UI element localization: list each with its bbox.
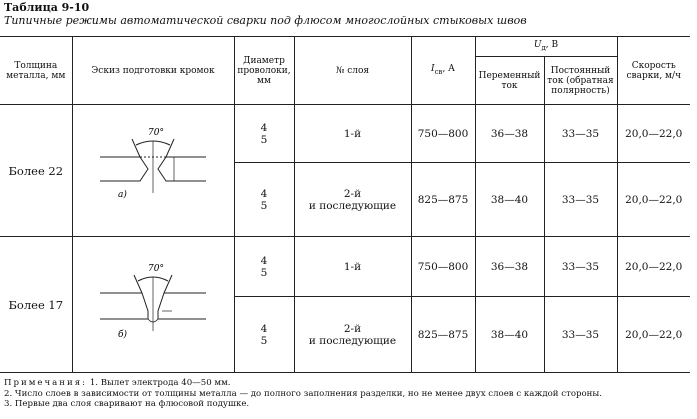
voltage-symbol: U: [533, 40, 542, 51]
ac-voltage-cell: 38—40: [475, 297, 544, 373]
note-item: 1. Вылет электрода 40—50 мм.: [89, 378, 231, 388]
dc-voltage-cell: 33—35: [544, 163, 617, 237]
table-number: Таблица 9-10: [4, 1, 90, 14]
sketch-angle-label: 70°: [148, 264, 164, 274]
current-symbol: I: [431, 64, 435, 75]
table-caption: [4, 1, 527, 27]
diameter-value: 4: [260, 187, 268, 200]
speed-cell: 20,0—22,0: [617, 163, 690, 237]
ac-voltage-cell: 36—38: [475, 237, 544, 297]
diameter-cell: [234, 105, 294, 163]
current-cell: 750—800: [411, 237, 475, 297]
table-notes: [4, 378, 602, 410]
sketch-variant-label: а): [118, 190, 127, 200]
note-item: 3. Первые два слоя сваривают на флюсовой подушке.: [4, 399, 250, 409]
dc-voltage-cell: 33—35: [544, 237, 617, 297]
header-row-1: [0, 37, 690, 57]
header-layer-text: № слоя: [335, 65, 370, 76]
current-cell: 825—875: [411, 163, 475, 237]
note-line: [4, 378, 602, 389]
diameter-value: 5: [260, 266, 268, 279]
speed-cell: 20,0—22,0: [617, 105, 690, 163]
notes-label: Примечания:: [4, 378, 88, 388]
edge-sketch-v-groove: [88, 253, 218, 353]
diameter-value: 5: [260, 199, 268, 212]
sketch-cell: [72, 105, 234, 237]
speed-cell: 20,0—22,0: [617, 237, 690, 297]
header-current: [411, 37, 475, 105]
layer-cell: [294, 297, 411, 373]
edge-sketch-x-groove: [88, 119, 218, 219]
layer-cell: [294, 163, 411, 237]
diameter-value: 4: [260, 121, 268, 134]
header-voltage: [475, 37, 617, 57]
layer-value: 1-й: [343, 260, 362, 273]
diameter-value: 5: [260, 133, 268, 146]
ac-voltage-cell: 38—40: [475, 163, 544, 237]
diameter-value: 5: [260, 334, 268, 347]
table-title: Типичные режимы автоматической сварки под флюсом многослойных стыковых швов: [4, 14, 527, 27]
current-unit: , А: [442, 64, 455, 75]
layer-cell: [294, 237, 411, 297]
thickness-cell: Более 22: [0, 105, 72, 237]
dc-voltage-cell: 33—35: [544, 105, 617, 163]
layer-value: 2-й: [343, 322, 362, 335]
diameter-cell: [234, 297, 294, 373]
voltage-subscript: д: [541, 43, 546, 52]
thickness-cell: Более 17: [0, 237, 72, 373]
current-cell: 750—800: [411, 105, 475, 163]
diameter-value: 4: [260, 254, 268, 267]
speed-cell: 20,0—22,0: [617, 297, 690, 373]
note-item: 2. Число слоев в зависимости от толщины металла — до полного заполнения разделки, но не менее двух слоев с каждой стороны.: [4, 388, 602, 399]
layer-value: 1-й: [343, 127, 362, 140]
table-row: [0, 237, 690, 297]
sketch-variant-label: б): [118, 330, 128, 340]
header-direct: Постоянный ток (обратная полярность): [544, 57, 617, 105]
voltage-unit: , В: [545, 40, 559, 51]
diameter-cell: [234, 237, 294, 297]
header-alternating: Переменный ток: [475, 57, 544, 105]
current-subscript: св: [434, 67, 443, 76]
header-thickness: Толщина металла, мм: [0, 37, 72, 105]
layer-cell: [294, 105, 411, 163]
header-speed: Скорость сварки, м/ч: [617, 37, 690, 105]
welding-modes-table: [0, 36, 690, 373]
layer-value: и последующие: [308, 334, 397, 347]
layer-value: и последующие: [308, 199, 397, 212]
diameter-value: 4: [260, 322, 268, 335]
ac-voltage-cell: 36—38: [475, 105, 544, 163]
header-diameter: Диаметр проволоки, мм: [234, 37, 294, 105]
header-sketch: Эскиз подготовки кромок: [72, 37, 234, 105]
table-row: [0, 105, 690, 163]
dc-voltage-cell: 33—35: [544, 297, 617, 373]
sketch-angle-label: 70°: [148, 128, 164, 138]
layer-value: 2-й: [343, 187, 362, 200]
diameter-cell: [234, 163, 294, 237]
header-layer: [294, 37, 411, 105]
current-cell: 825—875: [411, 297, 475, 373]
sketch-cell: [72, 237, 234, 373]
